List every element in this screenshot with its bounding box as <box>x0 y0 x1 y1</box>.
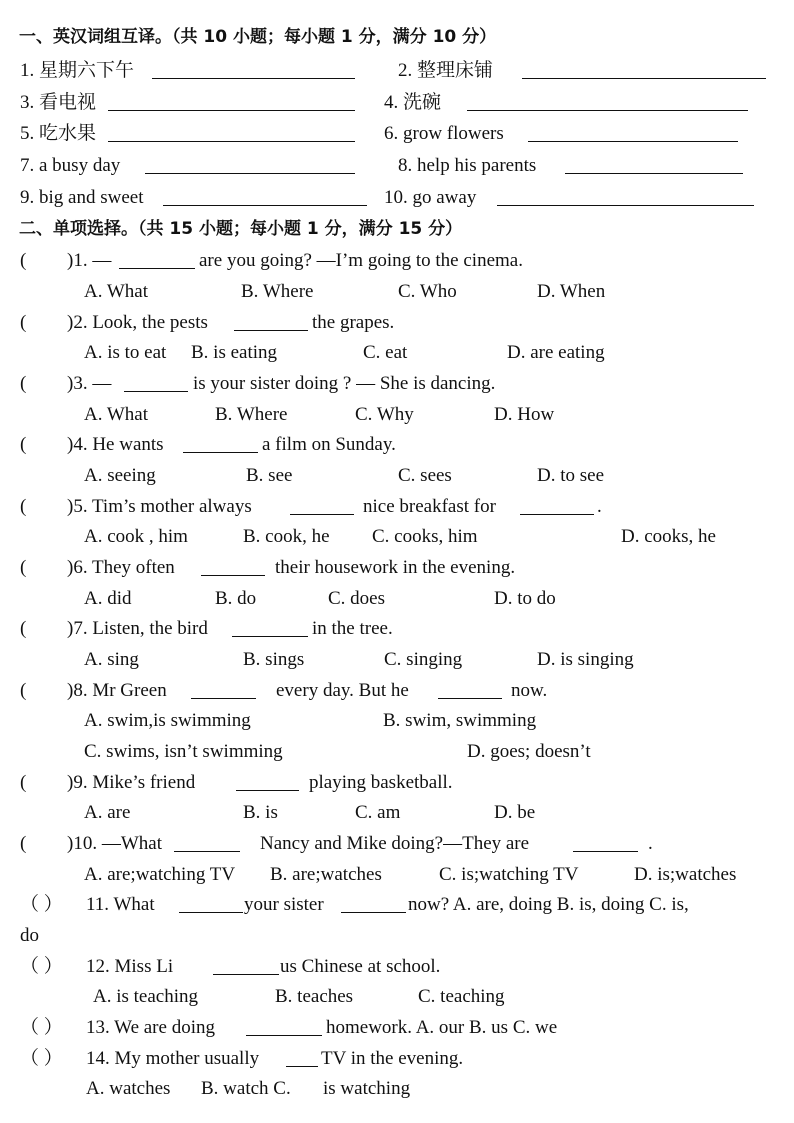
paren-open: ( <box>20 312 27 333</box>
option-d[interactable]: D. are eating <box>507 342 605 363</box>
question-8-end: now. <box>511 680 548 701</box>
option-b[interactable]: B. watch C. <box>201 1078 291 1099</box>
answer-blank[interactable] <box>573 851 638 852</box>
option-b[interactable]: B. Where <box>215 404 288 425</box>
option-c[interactable]: C. Who <box>398 281 457 302</box>
answer-blank[interactable] <box>565 173 743 174</box>
vocab-item-2: 2. 整理床铺 <box>398 60 494 81</box>
question-9-text: playing basketball. <box>309 772 453 793</box>
vocab-item-4: 4. 洗碗 <box>384 92 442 113</box>
answer-blank[interactable] <box>286 1066 318 1067</box>
question-3-stem: )3. — <box>67 373 112 394</box>
question-1-stem: )1. — <box>67 250 112 271</box>
answer-blank[interactable] <box>145 173 355 174</box>
question-10-end: . <box>648 833 653 854</box>
vocab-row-2 <box>0 87 794 118</box>
paren: （ ） <box>20 956 63 977</box>
question-1-options <box>0 276 794 307</box>
answer-blank[interactable] <box>438 698 502 699</box>
question-3-text: is your sister doing ? — She is dancing. <box>193 373 496 394</box>
question-10 <box>0 828 794 859</box>
question-2-stem: )2. Look, the pests <box>67 312 208 333</box>
option-c[interactable]: C. swims, isn’t swimming <box>84 741 283 762</box>
paren-open: ( <box>20 772 27 793</box>
option-d[interactable]: D. to see <box>537 465 605 486</box>
option-d[interactable]: D. be <box>494 802 536 823</box>
question-6 <box>0 552 794 583</box>
option-a[interactable]: A. swim,is swimming <box>84 710 251 731</box>
question-13-stem: 13. We are doing <box>86 1017 215 1038</box>
question-8-options-row-1 <box>0 705 794 736</box>
option-a[interactable]: A. watches <box>86 1078 171 1099</box>
question-9-options <box>0 797 794 828</box>
answer-blank[interactable] <box>520 514 594 515</box>
answer-blank[interactable] <box>497 205 754 206</box>
option-a[interactable]: A. sing <box>84 649 139 670</box>
option-c[interactable]: C. am <box>355 802 401 823</box>
vocab-item-3: 3. 看电视 <box>20 92 97 113</box>
option-c[interactable]: C. Why <box>355 404 414 425</box>
answer-blank[interactable] <box>201 575 265 576</box>
option-b[interactable]: B. are;watches <box>270 864 382 885</box>
question-14-text: TV in the evening. <box>321 1048 464 1069</box>
answer-blank[interactable] <box>232 636 308 637</box>
question-12 <box>0 951 794 982</box>
paren-open: ( <box>20 557 27 578</box>
paren-open: ( <box>20 250 27 271</box>
question-2-text: the grapes. <box>312 312 395 333</box>
question-11 <box>0 889 794 920</box>
question-4-stem: )4. He wants <box>67 434 164 455</box>
vocab-item-5: 5. 吃水果 <box>20 123 97 144</box>
paren: （ ） <box>20 1017 63 1038</box>
option-a[interactable]: A. cook , him <box>84 526 188 547</box>
option-b[interactable]: B. teaches <box>275 986 354 1007</box>
question-8 <box>0 675 794 706</box>
vocab-item-9: 9. big and sweet <box>20 187 144 208</box>
option-d[interactable]: D. to do <box>494 588 556 609</box>
question-8-stem: )8. Mr Green <box>67 680 167 701</box>
question-5-end: . <box>597 496 602 517</box>
question-12-stem: 12. Miss Li <box>86 956 174 977</box>
question-2-options <box>0 337 794 368</box>
question-10-stem: )10. —What <box>67 833 162 854</box>
question-6-options <box>0 583 794 614</box>
option-c[interactable]: C. does <box>328 588 385 609</box>
option-c[interactable]: C. singing <box>384 649 463 670</box>
answer-blank[interactable] <box>290 514 354 515</box>
question-11-wrap-text: do <box>20 925 39 946</box>
answer-blank[interactable] <box>108 141 355 142</box>
option-b[interactable]: B. Where <box>241 281 314 302</box>
answer-blank[interactable] <box>183 452 258 453</box>
option-a[interactable]: A. What <box>84 404 149 425</box>
paren-open: ( <box>20 434 27 455</box>
option-a[interactable]: A. seeing <box>84 465 156 486</box>
section2-heading: 二、单项选择。（共 15 小题；每小题 1 分，满分 15 分） <box>19 219 463 239</box>
question-13 <box>0 1012 794 1043</box>
answer-blank[interactable] <box>467 110 748 111</box>
question-5 <box>0 491 794 522</box>
paren: （ ） <box>20 894 63 915</box>
question-10-options <box>0 859 794 890</box>
option-c[interactable]: C. teaching <box>418 986 505 1007</box>
question-14 <box>0 1043 794 1074</box>
answer-blank[interactable] <box>236 790 299 791</box>
question-2 <box>0 307 794 338</box>
question-5-options <box>0 521 794 552</box>
answer-blank[interactable] <box>174 851 240 852</box>
question-4 <box>0 429 794 460</box>
option-b[interactable]: B. do <box>215 588 257 609</box>
question-8-mid: every day. But he <box>276 680 409 701</box>
question-11-stem: 11. What <box>86 894 155 915</box>
answer-blank[interactable] <box>234 330 308 331</box>
answer-blank[interactable] <box>522 78 766 79</box>
question-7-stem: )7. Listen, the bird <box>67 618 208 639</box>
option-b[interactable]: B. sings <box>243 649 305 670</box>
question-1 <box>0 245 794 276</box>
vocab-row-1 <box>0 55 794 86</box>
vocab-item-1: 1. 星期六下午 <box>20 60 135 81</box>
option-a[interactable]: A. are;watching TV <box>84 864 236 885</box>
question-4-text: a film on Sunday. <box>262 434 396 455</box>
option-d[interactable]: D. is singing <box>537 649 634 670</box>
option-a[interactable]: A. is to eat <box>84 342 167 363</box>
question-9 <box>0 767 794 798</box>
option-d[interactable]: D. When <box>537 281 606 302</box>
question-10-mid: Nancy and Mike doing?—They are <box>260 833 530 854</box>
answer-blank[interactable] <box>246 1035 322 1036</box>
question-11-wrap <box>0 920 794 951</box>
option-b[interactable]: B. swim, swimming <box>383 710 537 731</box>
answer-blank[interactable] <box>119 268 195 269</box>
question-11-mid: your sister <box>244 894 324 915</box>
answer-blank[interactable] <box>108 110 355 111</box>
question-7 <box>0 613 794 644</box>
paren-open: ( <box>20 680 27 701</box>
paren-open: ( <box>20 618 27 639</box>
option-c[interactable]: C. sees <box>398 465 452 486</box>
option-b[interactable]: B. is eating <box>191 342 278 363</box>
question-5-stem: )5. Tim’s mother always <box>67 496 252 517</box>
question-14-stem: 14. My mother usually <box>86 1048 260 1069</box>
question-11-end: now? A. are, doing B. is, doing C. is, <box>408 894 689 915</box>
option-d[interactable]: D. goes; doesn’t <box>467 741 591 762</box>
section2-heading-line <box>0 214 794 245</box>
vocab-item-6: 6. grow flowers <box>384 123 504 144</box>
option-b[interactable]: B. see <box>246 465 293 486</box>
option-a[interactable]: A. is teaching <box>93 986 199 1007</box>
question-8-options-row-2 <box>0 736 794 767</box>
question-3-options <box>0 399 794 430</box>
question-7-options <box>0 644 794 675</box>
answer-blank[interactable] <box>124 391 188 392</box>
question-4-options <box>0 460 794 491</box>
option-d[interactable]: D. cooks, he <box>621 526 716 547</box>
option-d[interactable]: D. is;watches <box>634 864 737 885</box>
paren-open: ( <box>20 833 27 854</box>
question-14-options <box>0 1073 794 1104</box>
option-c[interactable]: is watching <box>323 1078 411 1099</box>
option-a[interactable]: A. What <box>84 281 149 302</box>
answer-blank[interactable] <box>341 912 406 913</box>
section1-heading: 一、英汉词组互译。（共 10 小题；每小题 1 分，满分 10 分） <box>19 27 497 47</box>
option-c[interactable]: C. is;watching TV <box>439 864 579 885</box>
paren-open: ( <box>20 373 27 394</box>
answer-blank[interactable] <box>163 205 367 206</box>
answer-blank[interactable] <box>213 974 279 975</box>
option-d[interactable]: D. How <box>494 404 555 425</box>
vocab-item-10: 10. go away <box>384 187 477 208</box>
question-9-stem: )9. Mike’s friend <box>67 772 196 793</box>
question-12-options <box>0 981 794 1012</box>
option-b[interactable]: B. is <box>243 802 278 823</box>
answer-blank[interactable] <box>191 698 256 699</box>
answer-blank[interactable] <box>179 912 243 913</box>
question-5-mid: nice breakfast for <box>363 496 496 517</box>
vocab-row-4 <box>0 150 794 181</box>
question-7-text: in the tree. <box>312 618 393 639</box>
section1-heading-line <box>0 22 794 53</box>
option-a[interactable]: A. are <box>84 802 131 823</box>
question-6-text: their housework in the evening. <box>275 557 516 578</box>
paren: （ ） <box>20 1048 63 1069</box>
vocab-item-8: 8. help his parents <box>398 155 537 176</box>
paren-open: ( <box>20 496 27 517</box>
answer-blank[interactable] <box>528 141 738 142</box>
vocab-row-5 <box>0 182 794 213</box>
question-13-text: homework. A. our B. us C. we <box>326 1017 558 1038</box>
vocab-item-7: 7. a busy day <box>20 155 121 176</box>
option-c[interactable]: C. cooks, him <box>372 526 478 547</box>
question-3 <box>0 368 794 399</box>
question-6-stem: )6. They often <box>67 557 175 578</box>
option-c[interactable]: C. eat <box>363 342 408 363</box>
option-b[interactable]: B. cook, he <box>243 526 330 547</box>
question-12-text: us Chinese at school. <box>280 956 441 977</box>
answer-blank[interactable] <box>152 78 355 79</box>
vocab-row-3 <box>0 118 794 149</box>
question-1-text: are you going? —I’m going to the cinema. <box>199 250 523 271</box>
option-a[interactable]: A. did <box>84 588 132 609</box>
